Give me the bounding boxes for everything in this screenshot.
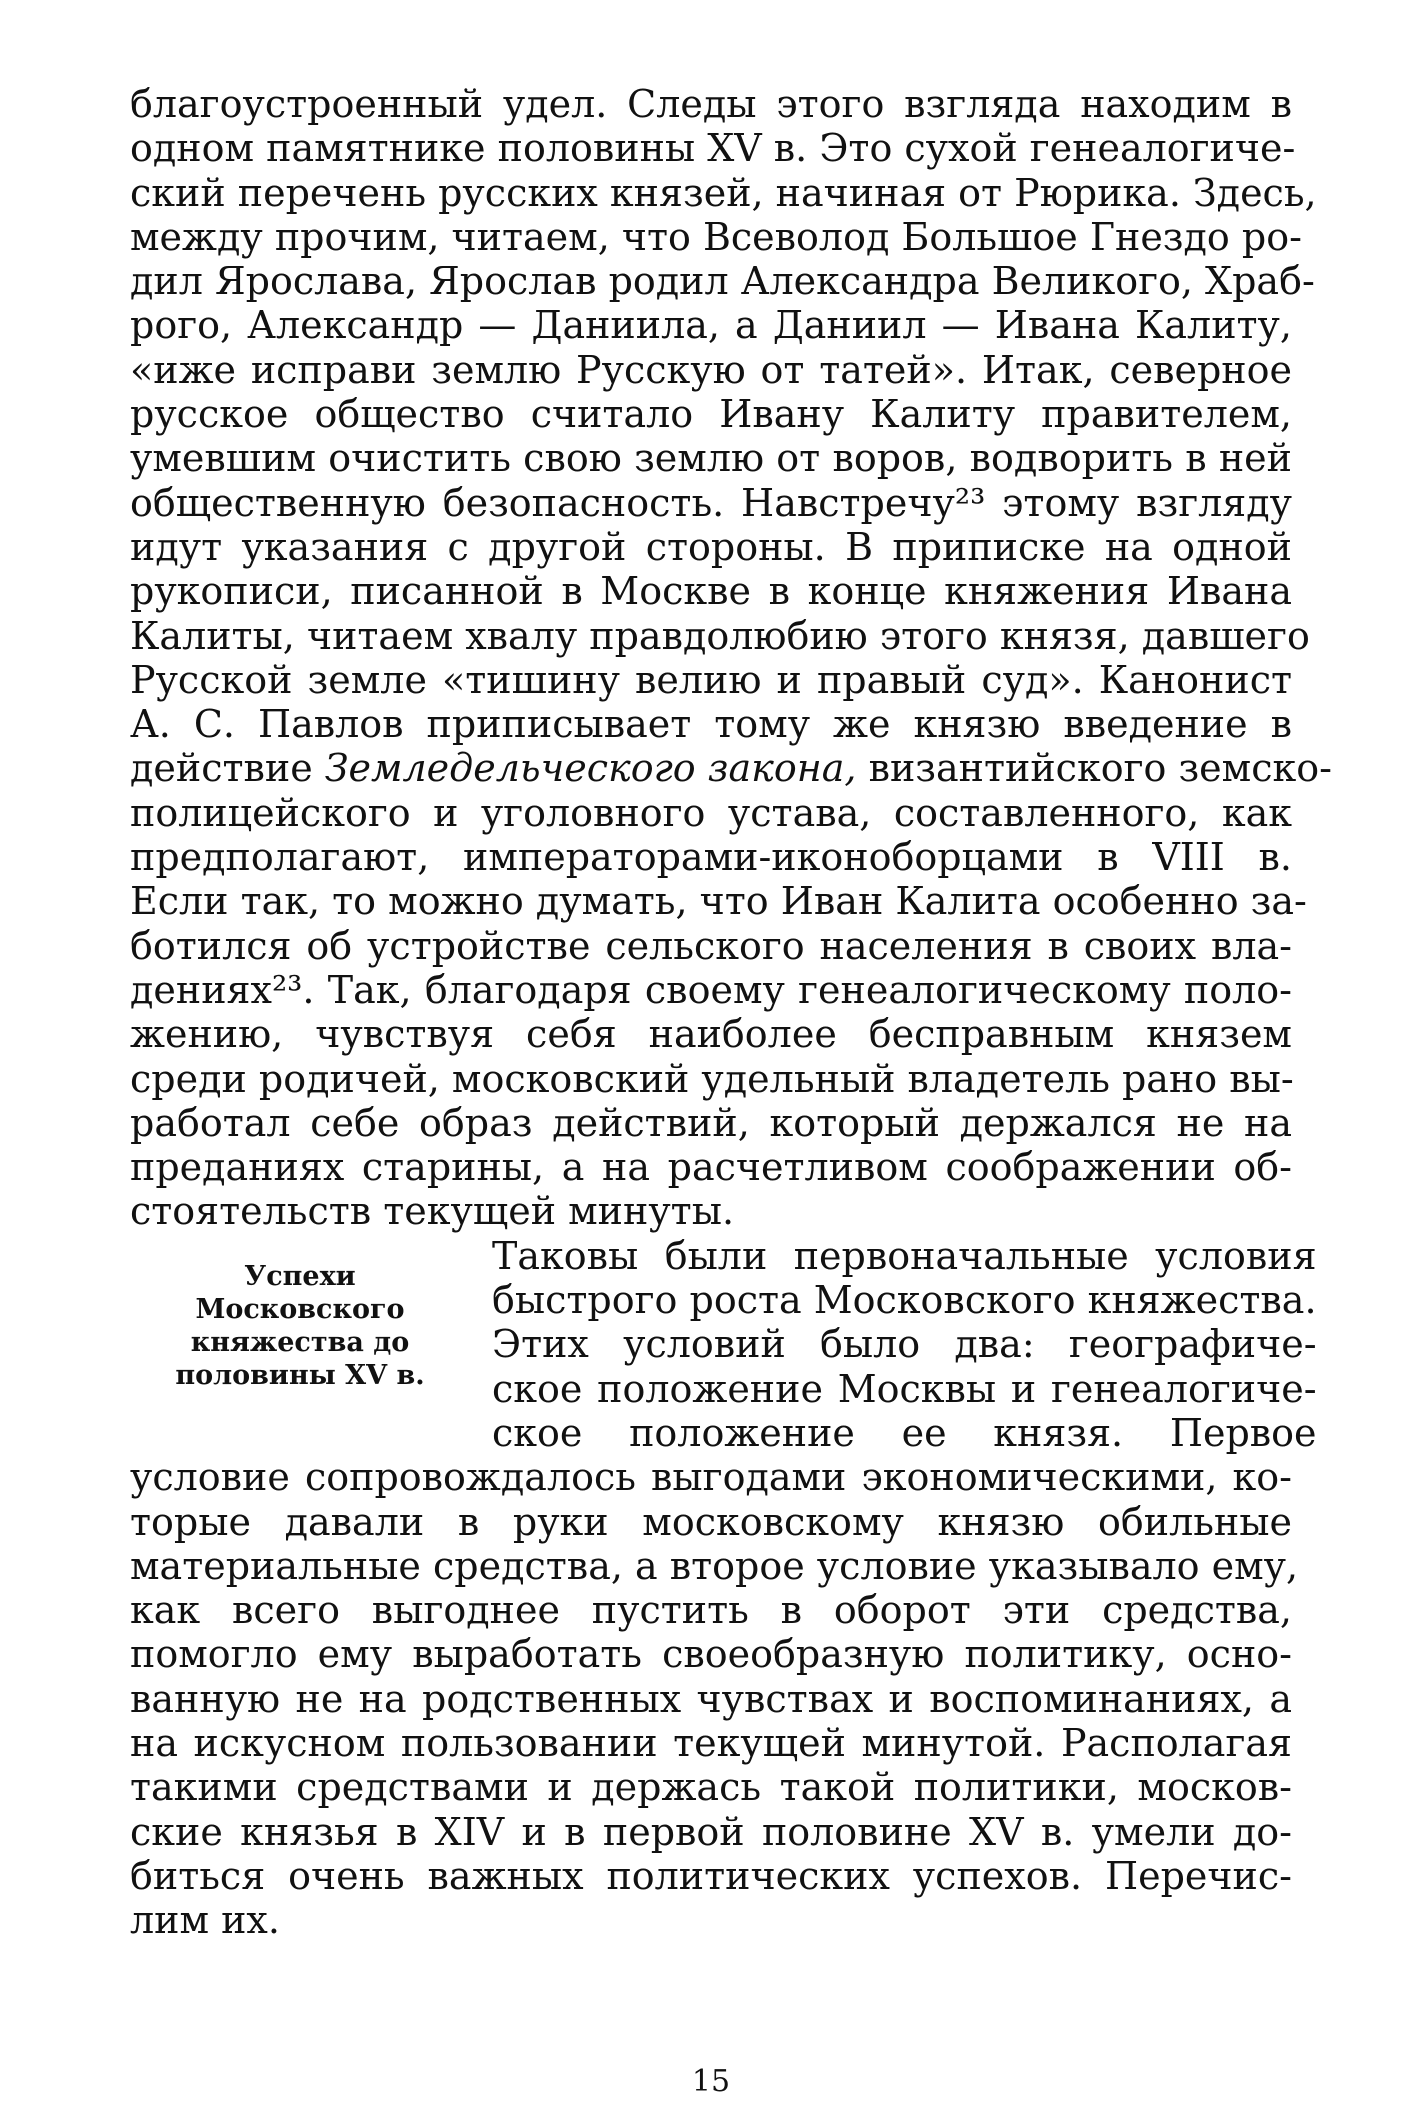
text-line: как всего выгоднее пустить в оборот эти средства,	[130, 1588, 1292, 1633]
text-line-italic	[130, 746, 1332, 791]
side-heading-line: половины XV в.	[175, 1359, 425, 1391]
text-line: Калиты, читаем хвалу правдолюбию этого князя, давшего	[130, 613, 1310, 658]
text-line: дил Ярослава, Ярослав родил Александра Великого, Храб-	[130, 259, 1315, 304]
side-heading-line: Московского	[195, 1293, 405, 1325]
text-line: предполагают, императорами-иконоборцами в VIII в.	[130, 835, 1292, 880]
page-number: 15	[691, 2064, 731, 2099]
text-line: стоятельств текущей минуты.	[130, 1189, 735, 1234]
text-span: византийского земско-	[856, 746, 1332, 791]
text-line: Русской земле «тишину велию и правый суд». Канонист	[130, 657, 1292, 702]
paragraph-bottom	[130, 1455, 1299, 1943]
paragraph-top	[130, 82, 1332, 1234]
text-line: одном памятнике половины XV в. Это сухой генеалогиче-	[130, 126, 1296, 171]
text-line: на искусном пользовании текущей минутой. Располагая	[130, 1720, 1292, 1765]
text-line: ское положение ее князя. Первое	[492, 1410, 1317, 1455]
text-line: А. С. Павлов приписывает тому же князю введение в	[130, 702, 1292, 747]
text-line: ские князья в XIV и в первой половине XV в. умели до-	[130, 1809, 1292, 1854]
text-line: работал себе образ действий, который держался не на	[130, 1100, 1292, 1145]
text-line: материальные средства, а второе условие указывало ему,	[130, 1543, 1299, 1588]
text-line: лим их.	[130, 1898, 280, 1943]
text-line: рого, Александр — Даниила, а Даниил — Ивана Калиту,	[130, 303, 1292, 348]
text-line: между прочим, читаем, что Всеволод Большое Гнездо ро-	[130, 214, 1302, 259]
text-line: жению, чувствуя себя наиболее бесправным князем	[130, 1012, 1292, 1057]
side-text	[492, 1234, 1317, 1455]
text-line: умевшим очистить свою землю от воров, водворить в ней	[130, 436, 1292, 481]
text-line: ботился об устройстве сельского населения в своих вла-	[130, 923, 1292, 968]
text-line: Таковы были первоначальные условия	[492, 1233, 1317, 1278]
text-line: такими средствами и держась такой политики, москов-	[130, 1765, 1292, 1810]
italic-title: Земледельческого закона,	[324, 746, 857, 791]
text-line: Если так, то можно думать, что Иван Калита особенно за-	[130, 879, 1307, 924]
side-heading-line: Успехи	[244, 1260, 356, 1292]
book-page	[130, 82, 1332, 2124]
text-line: общественную безопасность. Навстречу²³ этому взгляду	[130, 480, 1292, 525]
text-line: ское положение Москвы и генеалогиче-	[492, 1366, 1317, 1411]
text-line: среди родичей, московский удельный владетель рано вы-	[130, 1056, 1294, 1101]
text-line: полицейского и уголовного устава, составленного, как	[130, 790, 1292, 835]
text-line: Этих условий было два: географиче-	[492, 1322, 1317, 1367]
text-line: русское общество считало Ивану Калиту правителем,	[130, 392, 1292, 437]
text-line: ский перечень русских князей, начиная от Рюрика. Здесь,	[130, 170, 1317, 215]
text-line: «иже исправи землю Русскую от татей». Итак, северное	[130, 347, 1292, 392]
text-line: рукописи, писанной в Москве в конце княжения Ивана	[130, 569, 1292, 614]
text-line: дениях²³. Так, благодаря своему генеалогическому поло-	[130, 967, 1292, 1012]
text-line: идут указания с другой стороны. В приписке на одной	[130, 524, 1292, 569]
side-heading-line: княжества до	[190, 1326, 410, 1358]
text-line: благоустроенный удел. Следы этого взгляда находим в	[130, 82, 1292, 126]
text-span: действие	[130, 746, 325, 791]
text-line: быстрого роста Московского княжества.	[492, 1278, 1317, 1323]
text-line: торые давали в руки московскому князю обильные	[130, 1499, 1292, 1544]
side-heading	[130, 1234, 470, 1392]
text-line: ванную не на родственных чувствах и воспоминаниях, а	[130, 1676, 1292, 1721]
text-line: биться очень важных политических успехов. Перечис-	[130, 1853, 1292, 1898]
text-line: помогло ему выработать своеобразную политику, осно-	[130, 1632, 1292, 1677]
text-line: преданиях старины, а на расчетливом соображении об-	[130, 1145, 1292, 1190]
section-with-side-heading	[130, 1233, 1317, 1455]
text-line: условие сопровождалось выгодами экономическими, ко-	[130, 1455, 1292, 1500]
